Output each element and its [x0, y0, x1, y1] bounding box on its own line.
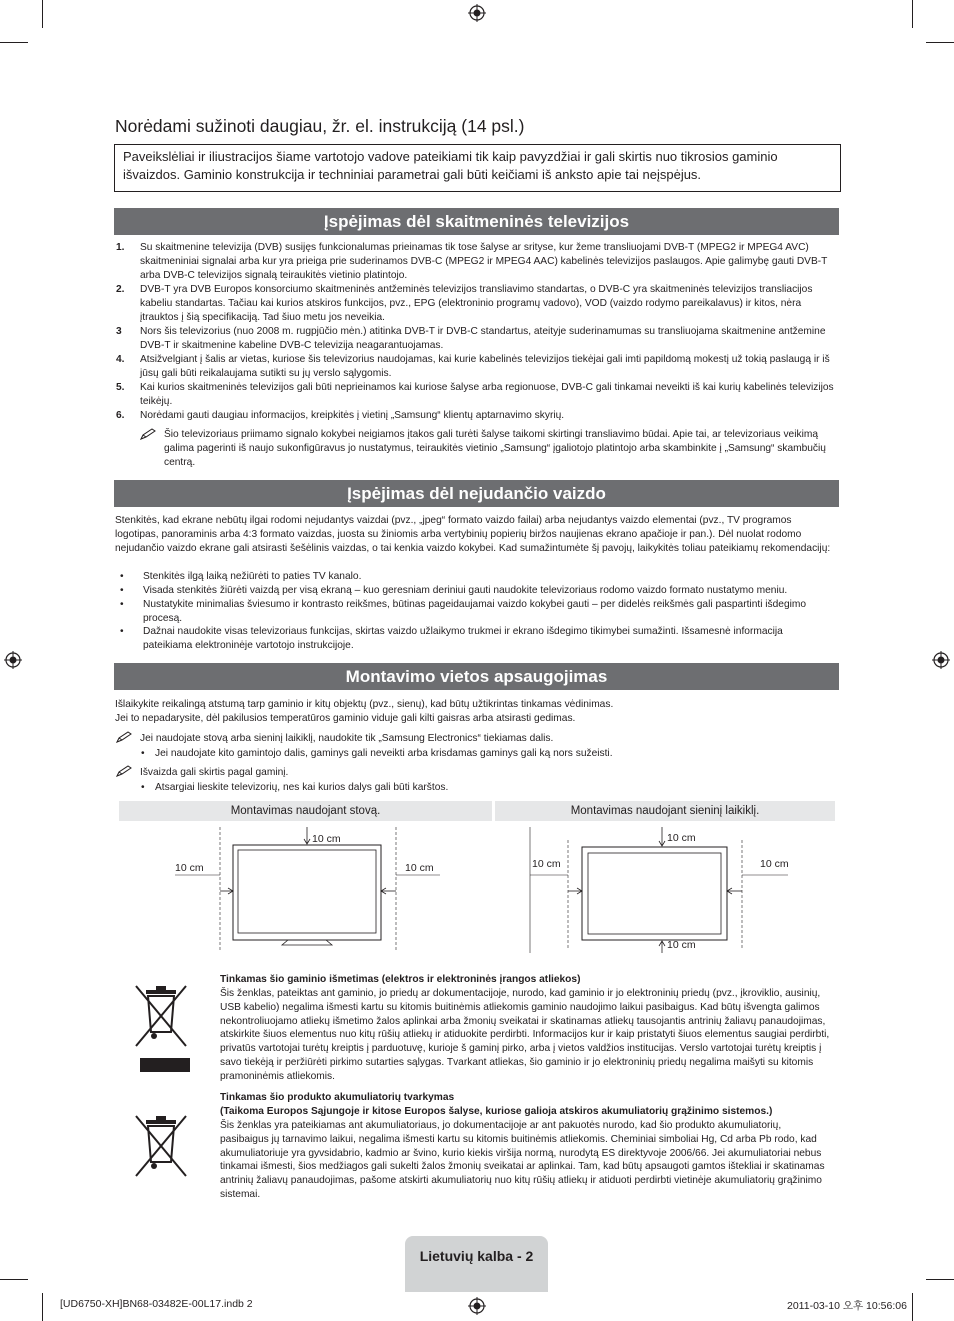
list-number: 2. [116, 284, 125, 295]
pencil-note-icon [140, 428, 156, 440]
page-number-badge [405, 1236, 548, 1292]
weee-title: Tinkamas šio gaminio išmetimas (elektros ir elektroninės įrangos atliekos) [220, 974, 581, 985]
crop-mark [0, 42, 28, 43]
list-number: 1. [116, 242, 125, 253]
registration-mark-icon [468, 1297, 486, 1315]
intro-text: Stenkitės, kad ekrane nebūtų ilgai rodomi nejudantys vaizdai (pvz., „jpeg“ formato vaizdo failai) arba nejudantys vaizdo elementai (pvz., TV programos logotipas, panoraminis arba 4:3 formato vaizdas, juosta su žiniomis arba vertybinių popierių biržos naujienas ekrano apačioje ir pan.). Dėl nuolat rodomo nejudančio vaizdo ekrane gali atsirasti šešėlinis vaizdas, o tai kenkia vaizdo kokybei. Kad sumažintumėte šį pavojų, laikykitės toliau pateikiamų rekomendacijų: [115, 515, 831, 554]
pencil-note-icon [116, 765, 132, 777]
wall-diagram-label: Montavimas naudojant sieninį laikiklį. [495, 801, 835, 821]
list-number: 4. [116, 354, 125, 365]
pencil-note-icon [116, 731, 132, 743]
bullet-text: Dažnai naudokite visas televizoriaus funkcijas, skirtas vaizdo užlaikymo trukmei ir ekrano išdegimo tikimybei sumažinti. Išsamesnė informacija pateikiama elektroninėje vartotojo instrukcijoje. [143, 626, 783, 651]
crop-mark [912, 0, 913, 28]
bullet-text: Nustatykite minimalias šviesumo ir kontrasto reikšmes, būtinas pageidaujamai vaizdo kokybei gauti – per didelės reikšmės gali paspartinti išdegimo procesą. [143, 599, 807, 624]
list-text: Norėdami gauti daugiau informacijos, kreipkitės į vietinį „Samsung“ klientų aptarnavimo skyrių. [140, 410, 565, 421]
battery-title: Tinkamas šio produkto akumuliatorių tvarkymas [220, 1092, 455, 1103]
crossed-bin-icon [130, 980, 192, 1075]
disclaimer-box: Paveikslėliai ir iliustracijos šiame vartotojo vadove pateikiami tik kaip pavyzdžiai ir gali skirtis nuo tikrosios gaminio išvaizdos. Gaminio konstrukcija ir techniniai parametrai gali būti keičiami iš anksto apie tai neįspėjus. [114, 144, 841, 192]
section-heading-still-image: Įspėjimas dėl nejudančio vaizdo [114, 480, 839, 507]
distance-label-top: 10 cm [667, 832, 696, 844]
distance-label-right: 10 cm [760, 858, 789, 870]
distance-label-left: 10 cm [532, 858, 561, 870]
install-text: Išlaikykite reikalingą atstumą tarp gaminio ir kitų objektų (pvz., sienų), kad būtų užtikrintas tinkamas vėdinimas. [115, 699, 614, 710]
crossed-bin-battery-icon [130, 1110, 192, 1185]
page-title: Norėdami sužinoti daugiau, žr. el. instrukciją (14 psl.) [115, 116, 525, 136]
list-text: Kai kurios skaitmeninės televizijos gali būti neprieinamos kai kuriose šalyse arba regionuose, DVB-C gali tinkamai neveikti iš kai kurių kabelinės televizijos teikėjų. [140, 382, 834, 407]
bullet-text: Atsargiai lieskite televizorių, nes kai kurios dalys gali būti karštos. [155, 782, 449, 793]
crop-mark [926, 42, 954, 43]
list-text: Atsižvelgiant į šalis ar vietas, kuriose šis televizorius naudojamas, kai kurie kabelinės televizijos tiekėjai gali imti papildomą mokestį už tokią paslaugą ir iš jūsų gali būti reikalaujama sutikti su jų verslo sąlygomis. [140, 354, 830, 379]
page-number-label: Lietuvių kalba - 2 [419, 1248, 534, 1264]
list-text: Su skaitmenine televizija (DVB) susijęs funkcionalumas prieinamas tik tose šalyse ar srityse, kur žeme transliuojami DVB-T (MPEG2 ir MPEG4 AVC) skaitmeniniai signalai arba kur yra prieiga prie suderinamos DVB-C (MPEG2 ir MPEG4 AAC) kabelinės televizijos paslaugos. Apie galimybę gauti DVB-T arba DVB-C televizijos signalą teiraukitės vietinio platintojo. [140, 242, 828, 281]
registration-mark-icon [932, 651, 950, 669]
bullet-text: Visada stenkitės žiūrėti vaizdą per visą ekraną – kuo geresniam deriniui gauti naudokite televizoriaus rodomo vaizdo formato nustatymo meniu. [143, 585, 788, 596]
crop-mark [912, 1293, 913, 1321]
crop-mark [42, 1293, 43, 1321]
note-text: Išvaizda gali skirtis pagal gaminį. [140, 767, 289, 778]
battery-subtitle: (Taikoma Europos Sąjungoje ir kitose Europos šalyse, kuriose galioja atskiros akumuliatorių grąžinimo sistemos.) [220, 1106, 773, 1117]
note-text: Šio televizoriaus priimamo signalo kokybei neigiamos įtakos gali turėti šalyse taikomi skirtingi transliavimo būdai. Apie tai, ar televizoriaus veikimą galima pagerinti iš naujo sukonfigūravus jo nustatymus, teiraukitės vietinio „Samsung“ įgaliotojo platintojo arba skambinkite į „Samsung“ skambučių centrą. [164, 429, 826, 468]
section-heading-digital-tv: Įspėjimas dėl skaitmeninės televizijos [114, 208, 839, 235]
list-number: 6. [116, 410, 125, 421]
list-text: Nors šis televizorius (nuo 2008 m. rugpjūčio mėn.) atitinka DVB-T ir DVB-C standartus, ateityje suderinamumas su transliuojama skaitmenine antžemine DVB-T ir skaitmenine kabeline DVB-C televizija neagarantuojamas. [140, 326, 826, 351]
registration-mark-icon [4, 651, 22, 669]
section-heading-installation: Montavimo vietos apsaugojimas [114, 663, 839, 690]
distance-label-right: 10 cm [405, 862, 434, 874]
list-number: 3 [116, 326, 122, 337]
footer-timestamp: 2011-03-10 오후 10:56:06 [787, 1300, 907, 1312]
footer-file-info: [UD6750-XH]BN68-03482E-00L17.indb 2 [60, 1298, 253, 1310]
list-number: 5. [116, 382, 125, 393]
distance-label-top: 10 cm [312, 833, 341, 845]
weee-text: Šis ženklas, pateiktas ant gaminio, jo priedų ar dokumentacijoje, nurodo, kad gaminio ir jo elektroninių priedų (pvz., įkroviklio, ausinių, USB kabelio) negalima išmesti kartu su kitomis buitinėmis atliekomis gaminio naudojimo laikui pasibaigus. Kad būtų išvengta galimos nekontroliuojamo atliekų išmetimo žalos aplinkai arba žmonių sveikatai ir skatinamas atliekų tausojantis antrinių žaliavų panaudojimas, atskirkite šiuos elementus nuo kitų rūšių atliekų ir atiduokite perdirbti. Informacijos kur ir kaip pristatyti šiuos elementus saugiai perdirbti, privatūs vartotojai turėtų kreiptis į parduotuvę, kurioje š gaminį pirko, arba į vietos valdžios institucijas. Verslo vartotojai turėtų kreiptis į savo tiekėją ir peržiūrėti pirkimo sutarties sąlygas. Tvarkant atliekas, šio gaminio ir jo elektroninių priedų negalima maišyti su kitomis pramoninėmis atliekomis. [220, 988, 830, 1082]
stand-mount-diagram [160, 825, 460, 955]
battery-text: Šis ženklas yra pateikiamas ant akumuliatoriaus, jo dokumentacijoje ar ant pakuotės nurodo, kad šio produkto akumuliatorių, pasibaigus jų tarnavimo laikui, negalima išmesti kartu su kitomis buitinėmis atliekomis. Cheminiai simboliai Hg, Cd arba Pb rodo, kad akumuliatoriuje yra gyvsidabrio, kadmio ar švino, kurio kiekis viršija normą, nurodytą ES direktyvoje 2006/66. Jei akumuliatoriai nebus tinkamai išmesti, šios medžiagos gali sukelti žalos žmonių sveikatai ar aplinkai. Tam, kad būtų apsaugoti gamtos ištekliai ir skatinamas antrinių žaliavų panaudojimas, pašome atskirti akumuliatorių nuo kitų rūšių atliekų ir atiduoti perdirbti vietinėje akumuliatorių grąžinimo sistemai. [220, 1120, 825, 1200]
crop-mark [0, 1279, 28, 1280]
distance-label-left: 10 cm [175, 862, 204, 874]
bullet-text: Stenkitės ilgą laiką nežiūrėti to paties TV kanalo. [143, 571, 362, 582]
note-text: Jei naudojate stovą arba sieninį laikiklį, naudokite tik „Samsung Electronics“ tiekiamas dalis. [140, 733, 554, 744]
registration-mark-icon [468, 4, 486, 22]
list-text: DVB-T yra DVB Europos konsorciumo skaitmeninės antžeminės televizijos transliavimo standartas, o DVB-C yra skaitmeninės televizijos transliacijos kabeliu standartas. Tačiau kai kurios atskiros funkcijos, pvz., EPG (elektroninio programų vadovo), VOD (vaizdo rodymo pareikalavus) ir kitos, nėra įtrauktos į šią specifikaciją. Tad šiuo metu jos neveikia. [140, 284, 813, 323]
install-text: Jei to nepadarysite, dėl pakilusios temperatūros gaminio viduje gali kilti gaisras arba atsirasti gedimas. [115, 713, 576, 724]
stand-diagram-label: Montavimas naudojant stovą. [119, 801, 492, 821]
crop-mark [926, 1279, 954, 1280]
distance-label-bottom: 10 cm [667, 939, 696, 951]
crop-mark [42, 0, 43, 28]
wall-mount-diagram [520, 825, 820, 955]
bullet-text: Jei naudojate kito gamintojo dalis, gaminys gali neveikti arba krisdamas gaminys gali ką nors sužeisti. [155, 748, 613, 759]
